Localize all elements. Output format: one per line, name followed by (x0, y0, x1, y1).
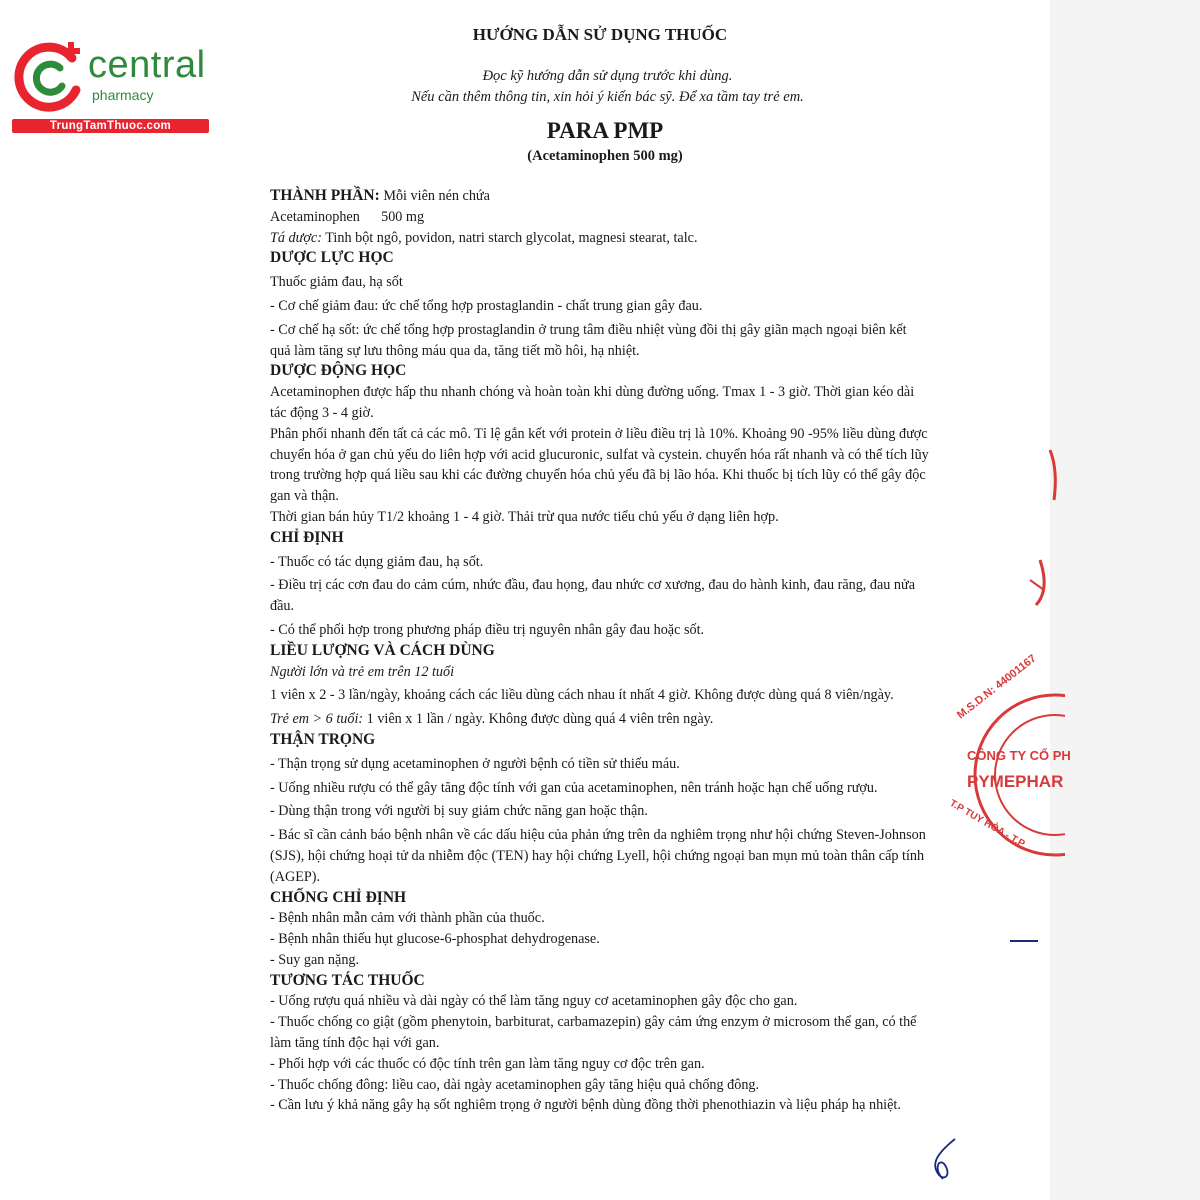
precautions-line: - Thận trọng sử dụng acetaminophen ở người bệnh có tiền sử thiếu máu. (270, 755, 680, 772)
indications-line: - Có thể phối hợp trong phương pháp điều trị nguyên nhân gây đau hoặc sốt. (270, 621, 705, 638)
intro-notice (0, 66, 1200, 108)
interactions-heading: TƯƠNG TÁC THUỐC (270, 971, 425, 989)
precautions-heading: THẬN TRỌNG (270, 730, 376, 748)
contraindications-line: - Bệnh nhân thiếu hụt glucose-6-phosphat dehydrogenase. (270, 931, 600, 948)
stamp-company: CÔNG TY CỔ PH (967, 748, 1071, 763)
pharmacokinetics-line: Thời gian bán hủy T1/2 khoảng 1 - 4 giờ. Thải trừ qua nước tiểu chủ yếu ở dạng liên hợp. (270, 508, 779, 525)
intro-line-1: Đọc kỹ hướng dẫn sử dụng trước khi dùng. (482, 68, 733, 84)
dosage-adult: 1 viên x 2 - 3 lần/ngày, khoảng cách các liều dùng cách nhau ít nhất 4 giờ. Không được dùng quá 8 viên/ngày. (270, 687, 894, 704)
brand-name: central (88, 44, 206, 86)
precautions-line: - Uống nhiều rượu có thể gây tăng độc tính với gan của acetaminophen, nên tránh hoặc hạn chế uống rượu. (270, 779, 878, 796)
precautions-line: - Dùng thận trong với người bị suy giảm chức năng gan hoặc thận. (270, 803, 648, 820)
excipient-text: Tinh bột ngô, povidon, natri starch glycolat, magnesi stearat, talc. (325, 229, 698, 246)
pharmacokinetics-heading: DƯỢC ĐỘNG HỌC (270, 362, 407, 380)
pharmacodynamics-line: - Cơ chế hạ sốt: ức chế tổng hợp prostaglandin ở trung tâm điều nhiệt vùng đồi thị gây giãn mạch ngoại biên kết quả làm tăng sự lưu thông máu qua da, tăng tiết mồ hôi, hạ nhiệt. (270, 321, 907, 359)
brand-subtitle: pharmacy (92, 87, 154, 103)
pharmacodynamics-line: Thuốc giảm đau, hạ sốt (270, 274, 403, 291)
contraindications-line: - Suy gan nặng. (270, 951, 360, 968)
composition-heading: THÀNH PHẦN: (270, 187, 380, 204)
indications-line: - Điều trị các cơn đau do cảm cúm, nhức đầu, đau họng, đau nhức cơ xương, đau do hành kinh, đau răng, đau nửa đầu. (270, 577, 916, 615)
dosage-child-label: Trẻ em > 6 tuổi: (270, 711, 364, 728)
intro-line-2: Nếu cần thêm thông tin, xin hỏi ý kiến bác sỹ. Để xa tầm tay trẻ em. (411, 89, 804, 105)
paper-edge (1050, 0, 1200, 1200)
interactions-line: - Thuốc chống đông: liều cao, dài ngày acetaminophen gây tăng hiệu quả chống đông. (270, 1076, 760, 1093)
indications-line: - Thuốc có tác dụng giảm đau, hạ sốt. (270, 553, 484, 570)
dosage-child (270, 709, 930, 730)
contraindications-line: - Bệnh nhân mẫn cảm với thành phần của thuốc. (270, 910, 545, 927)
drug-subtitle: (Acetaminophen 500 mg) (527, 148, 683, 164)
pharmacodynamics-line: - Cơ chế giảm đau: ức chế tổng hợp prostaglandin - chất trung gian gây đau. (270, 297, 703, 314)
interactions-line: - Phối hợp với các thuốc có độc tính trên gan làm tăng nguy cơ độc trên gan. (270, 1055, 705, 1072)
dosage-subheading: Người lớn và trẻ em trên 12 tuổi (270, 663, 455, 680)
interactions-line: - Thuốc chống co giật (gồm phenytoin, barbiturat, carbamazepin) gây cảm ứng enzym ở microsom thể gan, có thể làm tăng tính độc hại với gan. (270, 1014, 917, 1052)
pharmacokinetics-line: Phân phối nhanh đến tất cả các mô. Tỉ lệ gắn kết với protein ở liều điều trị là 10%. Khoảng 90 -95% liều dùng được chuyển hóa ở gan chủ yếu do liên hợp với acid glucuronic, sulfat và cystein. chuyển hóa rất nhanh và có thể tích lũy trong trường hợp quá liều sau khi các đường chuyển hóa chủ yếu đã bị lão hóa. Khi thuốc bị tích lũy có thể gây độc gan và thận. (270, 425, 929, 505)
composition-line (270, 186, 930, 207)
stamp-msdn: M.S.D.N: 44001167 (955, 652, 1039, 722)
document-title: HƯỚNG DẪN SỬ DỤNG THUỐC (472, 25, 728, 44)
contraindications-heading: CHỐNG CHỈ ĐỊNH (270, 888, 407, 906)
partial-stamp-marks (1010, 440, 1060, 610)
composition-excipient (270, 228, 930, 249)
brand-site: TrungTamThuoc.com (12, 119, 209, 133)
indications-heading: CHỈ ĐỊNH (270, 528, 344, 546)
leaflet-body (270, 186, 930, 1116)
interactions-line: - Uống rượu quá nhiều và dài ngày có thể làm tăng nguy cơ acetaminophen gây độc cho gan. (270, 993, 798, 1010)
excipient-label: Tá dược: (270, 229, 322, 246)
pharmacodynamics-heading: DƯỢC LỰC HỌC (270, 249, 394, 267)
composition-lead: Mỗi viên nén chứa (383, 188, 490, 204)
dosage-heading: LIỀU LƯỢNG VÀ CÁCH DÙNG (270, 641, 495, 659)
drug-name: PARA PMP (546, 118, 664, 143)
dosage-child-text: 1 viên x 1 lần / ngày. Không được dùng quá 4 viên trên ngày. (366, 711, 714, 728)
composition-active: Acetaminophen 500 mg (270, 208, 425, 225)
company-stamp (935, 652, 1071, 860)
signature-mark (925, 1135, 965, 1185)
pharmacokinetics-line: Acetaminophen được hấp thu nhanh chóng và hoàn toàn khi dùng đường uống. Tmax 1 - 3 giờ. Thời gian kéo dài tác động 3 - 4 giờ. (270, 384, 915, 421)
stamp-brand: PYMEPHAR (967, 772, 1064, 791)
interactions-line: - Cần lưu ý khả năng gây hạ sốt nghiêm trọng ở người bệnh dùng đồng thời phenothiazin và liệu pháp hạ nhiệt. (270, 1097, 901, 1114)
margin-line (1010, 940, 1038, 942)
stamp-city: T.P TUY HÒA - T.P (947, 798, 1027, 850)
precautions-line: - Bác sĩ cần cảnh báo bệnh nhân về các dấu hiệu của phản ứng trên da nghiêm trọng như hội chứng Steven-Johnson (SJS), hội chứng hoại tử da nhiễm độc (TEN) hay hội chứng Lyell, hội chứng ngoại ban mụn mủ toàn thân cấp tính (AGEP). (270, 827, 926, 885)
